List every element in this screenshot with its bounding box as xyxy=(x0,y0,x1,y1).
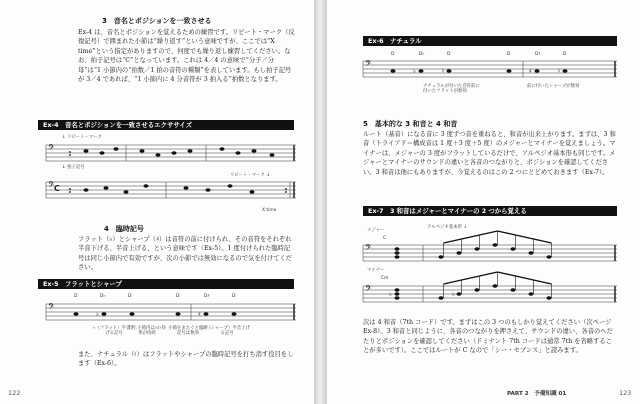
ex6-note-label: D♭ xyxy=(419,52,425,57)
repeat-down-icon: ↓ xyxy=(264,173,271,178)
ex5-note-label: D xyxy=(232,294,236,299)
ex4-staff-1 xyxy=(46,142,296,166)
arpeggio-text: アルペジオ基本形 xyxy=(427,225,462,230)
page-number-left: 122 xyxy=(8,389,21,397)
svg-text:♭: ♭ xyxy=(389,291,392,298)
svg-text:♭: ♭ xyxy=(452,291,455,298)
section-4-paragraph: フラット（♭）とシャープ（♯）は音符の前に付けられ、その音符をそれぞれ半音下げる、半音上げる、という意味です（Ex-5）。1 度付けられた臨時記号は同じ小節内で有効ですが、次の小節では無効になるので気を付けてください。 xyxy=(78,236,293,272)
svg-text:♭: ♭ xyxy=(96,311,99,318)
ex7-major-staff xyxy=(363,242,617,266)
ex7-minor-label: マイナー xyxy=(367,268,385,273)
ex6-title-bar: Ex-6 ナチュラル xyxy=(363,36,617,46)
ex6-staff xyxy=(363,58,617,82)
ex4-repeat-mark-label xyxy=(62,135,102,140)
repeat-down-icon: ↓ xyxy=(62,135,68,140)
time-signature-text: 拍子記号 xyxy=(67,165,85,170)
section-3-paragraph: Ex-4 は、音名とポジションを覚えるための練習です。リピート・マーク（反復記号）で囲まれた小節は“繰り返す”という意味ですが、ここでは“X time”という指定がありますので、何度でも繰り返し練習してください。なお、拍子記号は“C”となっています。これは 4／4 の意味で“分子／分母”は“1 小節内の“拍数／1 拍の音符の種類”を表しています。もし拍子記号が 3／4 であれば、“1 小節内に 4 分音符が 3 拍入る”拍数となります。 xyxy=(78,29,295,84)
svg-text:♮: ♮ xyxy=(558,68,561,75)
svg-text:♯: ♯ xyxy=(529,68,532,75)
arrow-down-icon: ↓ xyxy=(461,225,468,230)
ex5-title-bar: Ex-5 フラットとシャープ xyxy=(38,279,294,289)
section-5-heading: 5 基本的な 3 和音と 4 和音 xyxy=(363,120,458,128)
book-gutter xyxy=(314,0,326,404)
bass-clef-icon: 𝄢 xyxy=(48,144,55,155)
section-4-heading: 4 臨時記号 xyxy=(104,225,144,233)
ex5-note-label: D xyxy=(176,294,180,299)
ex6-note-label: D xyxy=(447,52,451,57)
ex6-note-label: D♯ xyxy=(535,52,541,57)
ex5-note-label: D xyxy=(128,294,132,299)
ex5-caption: 小節をまたぐと臨時記号は無効 xyxy=(168,326,208,336)
closing-paragraph: また、ナチュラル（♮）はフラットやシャープの臨時記号を打ち消す役目をします（Ex-6）。 xyxy=(78,351,294,368)
bass-clef-icon: 𝄢 xyxy=(48,181,55,192)
ex7-chord-cm: Cm xyxy=(381,276,389,281)
ex5-caption: ♯（シャープ）半音上げる記号 xyxy=(204,326,250,336)
common-time-icon: C xyxy=(54,184,60,193)
ex4-staff-2 xyxy=(46,179,296,203)
bass-clef-icon: 𝄢 xyxy=(365,244,372,255)
svg-text:♭: ♭ xyxy=(413,68,416,75)
right-page xyxy=(326,0,640,404)
ex6-note-label: D xyxy=(563,52,567,57)
ex7-minor-staff xyxy=(363,283,617,307)
bass-clef-icon: 𝄢 xyxy=(48,303,55,314)
svg-text:♯: ♯ xyxy=(198,311,201,318)
repeat-mark-bottom-text: リピート・マーク xyxy=(230,173,265,178)
page-number-right: 123 xyxy=(619,389,632,397)
ex4-time-signature-label xyxy=(62,165,85,170)
ex7-title-bar: Ex-7 3 和音はメジャーとマイナーの 2 つから覚える xyxy=(363,206,617,216)
section-6-paragraph: 次は 4 和音（7th コード）です。まずはこの 3 つのもしかり覚えてください（次ページ Ex-8）。3 和音と同じように、各音のつながりを押さえて、サウンドの違い、各音のへだたりとポジションを確認してください（ドミナント 7th コードは通常 7th を省略することが多いです）。ここではルートが C なので「シー・セブンス」と読みます。 xyxy=(363,319,613,355)
left-page xyxy=(0,0,315,404)
ex6-note-label: D xyxy=(391,52,395,57)
svg-text:♮: ♮ xyxy=(442,68,445,75)
time-sig-down-icon: ↓ xyxy=(62,165,68,170)
bass-clef-icon: 𝄢 xyxy=(365,285,372,296)
ex6-caption: ナチュラルが付いた音符前に付いたフラットが無効 xyxy=(423,84,480,94)
x-time-text: X time xyxy=(262,208,277,213)
ex7-major-label: メジャー xyxy=(367,228,385,233)
section-5-paragraph: ルート（基音）になる音に 3 度ずつ音を重ねると、和音が出来上がります。まずは、3 和音（トライアド＝構成音は 1 度＋3 度＋5 度）のメジャーとマイナーを覚えましょう。マイナーは、メジャーの 3 度がフラットしているだけで、アルペジオ基本形も同じです。メジャーとマイナーのサウンドの違いと各音のつながりと、ポジションを確認してください。3 和音は他にもありますが、今覚えるのはこの 2 つにとどめておきます（Ex-7）。 xyxy=(363,131,616,176)
repeat-mark-top-text: リピート・マーク xyxy=(67,135,103,140)
running-footer: PART 2 予備知識 01 xyxy=(507,391,567,397)
ex5-caption: 同じ小節内は♭の効果が持続 xyxy=(128,326,166,336)
ex4-repeat-mark-end-label xyxy=(230,173,270,178)
ex5-staff xyxy=(46,301,296,325)
ex5-note-label: D xyxy=(74,294,78,299)
section-3-heading: 3 音名とポジションを一致させる xyxy=(102,17,212,25)
bass-clef-icon: 𝄢 xyxy=(365,60,372,71)
ex7-arpeggio-label xyxy=(427,225,467,230)
ex6-note-label: D xyxy=(507,52,511,57)
ex5-caption: ♭（フラット）半音下げる記号 xyxy=(93,326,135,336)
ex7-chord-c: C xyxy=(383,236,387,241)
ex5-note-label: D♯ xyxy=(204,294,210,299)
ex6-caption: 前に付いたシャープが無効 xyxy=(527,84,580,89)
ex5-note-label: D♭ xyxy=(100,294,106,299)
ex4-title-bar: Ex-4 音名とポジションを一致させるエクササイズ xyxy=(38,120,294,130)
